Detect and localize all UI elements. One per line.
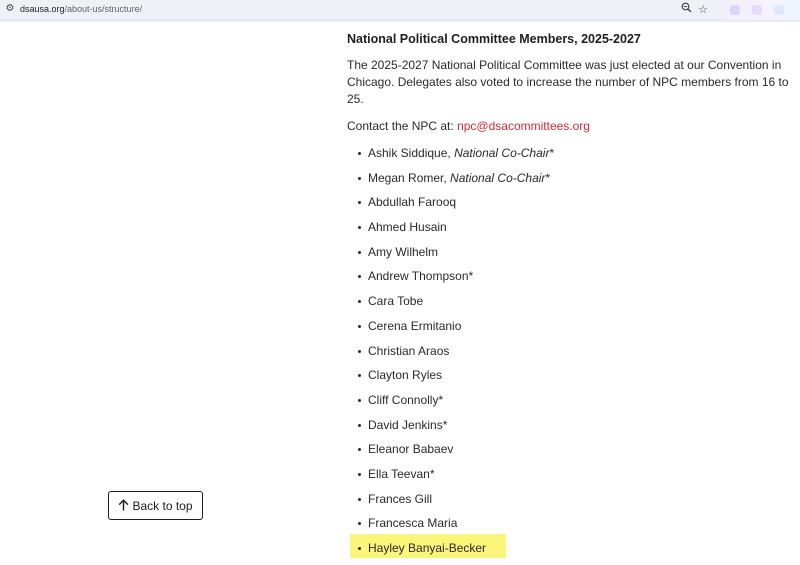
extension-icon[interactable] bbox=[730, 5, 740, 15]
extension-icon[interactable] bbox=[774, 5, 784, 15]
list-item bbox=[347, 170, 800, 195]
list-item bbox=[347, 318, 800, 343]
bullet-icon bbox=[358, 374, 361, 377]
bullet-icon bbox=[358, 399, 361, 402]
url-path: /about-us/structure/ bbox=[64, 4, 143, 14]
members-list bbox=[347, 145, 800, 565]
url-host: dsausa.org bbox=[20, 4, 65, 14]
list-item bbox=[347, 540, 800, 565]
member-role: National Co-Chair bbox=[450, 170, 546, 185]
arrow-up-icon bbox=[118, 499, 129, 513]
member-name: Cerena Ermitanio bbox=[368, 318, 462, 333]
contact-line bbox=[347, 118, 800, 135]
bullet-icon bbox=[358, 251, 361, 254]
list-item bbox=[347, 145, 800, 170]
member-name: Amy Wilhelm bbox=[368, 244, 439, 259]
bullet-icon bbox=[358, 498, 361, 501]
bullet-icon bbox=[358, 300, 361, 303]
zoom-icon[interactable] bbox=[678, 2, 694, 18]
main-content bbox=[347, 31, 800, 565]
list-item bbox=[347, 343, 800, 368]
list-item bbox=[347, 392, 800, 417]
member-name: Frances Gill bbox=[368, 491, 433, 506]
member-role: National Co-Chair bbox=[454, 146, 550, 160]
member-name: Christian Araos bbox=[368, 343, 450, 358]
bookmark-star-icon[interactable]: ☆ bbox=[698, 3, 708, 16]
member-name: David Jenkins* bbox=[368, 417, 448, 432]
list-item bbox=[347, 417, 800, 442]
bullet-icon bbox=[358, 325, 361, 328]
member-name: Ella Teevan* bbox=[368, 466, 435, 481]
member-name: Megan Romer, bbox=[368, 170, 451, 185]
back-to-top-label: Back to top bbox=[132, 498, 193, 513]
bullet-icon bbox=[358, 424, 361, 427]
bullet-icon bbox=[358, 201, 361, 204]
list-item bbox=[347, 244, 800, 269]
member-name: Ashik Siddique, bbox=[368, 146, 455, 160]
list-item bbox=[347, 219, 800, 244]
list-item bbox=[347, 268, 800, 293]
contact-prefix: Contact the NPC at: bbox=[347, 119, 454, 133]
bullet-icon bbox=[358, 275, 361, 278]
section-heading: National Political Committee Members, 2025-2027 bbox=[347, 32, 641, 46]
bullet-icon bbox=[358, 473, 361, 476]
back-to-top-button[interactable] bbox=[108, 491, 203, 520]
member-name: Eleanor Babaev bbox=[368, 442, 454, 457]
member-suffix: * bbox=[549, 146, 555, 160]
site-info-icon[interactable]: ⚙ bbox=[5, 3, 15, 14]
bullet-icon bbox=[358, 226, 361, 229]
member-name: Abdullah Farooq bbox=[368, 195, 457, 210]
bullet-icon bbox=[358, 152, 361, 155]
list-item bbox=[347, 491, 800, 516]
member-name: Cliff Connolly* bbox=[368, 392, 444, 407]
bullet-icon bbox=[358, 350, 361, 353]
list-item bbox=[347, 293, 800, 318]
member-name: Andrew Thompson* bbox=[368, 269, 474, 284]
bullet-icon bbox=[358, 547, 361, 550]
extension-icon[interactable] bbox=[752, 5, 762, 15]
extensions-area bbox=[722, 0, 800, 20]
bullet-icon bbox=[358, 522, 361, 525]
bullet-icon bbox=[358, 177, 361, 180]
list-item bbox=[347, 441, 800, 466]
member-suffix: * bbox=[545, 170, 551, 185]
member-name: Cara Tobe bbox=[368, 294, 424, 309]
list-item bbox=[347, 194, 800, 219]
address-bar[interactable] bbox=[0, 0, 722, 20]
list-item bbox=[347, 466, 800, 491]
intro-paragraph: The 2025-2027 National Political Committee was just elected at our Convention in Chicago. Delegates also voted to increase the number of NPC members from 16 to 25. bbox=[347, 58, 789, 106]
browser-toolbar bbox=[0, 0, 800, 22]
contact-email-link[interactable]: npc@dsacommittees.org bbox=[457, 119, 590, 133]
member-name: Ahmed Husain bbox=[368, 220, 447, 235]
list-item bbox=[347, 367, 800, 392]
list-item bbox=[347, 515, 800, 540]
member-name: Hayley Banyai-Becker bbox=[368, 541, 487, 555]
member-name: Clayton Ryles bbox=[368, 368, 443, 383]
url-text[interactable] bbox=[20, 4, 142, 14]
bullet-icon bbox=[358, 448, 361, 451]
member-name: Francesca Maria bbox=[368, 516, 458, 531]
